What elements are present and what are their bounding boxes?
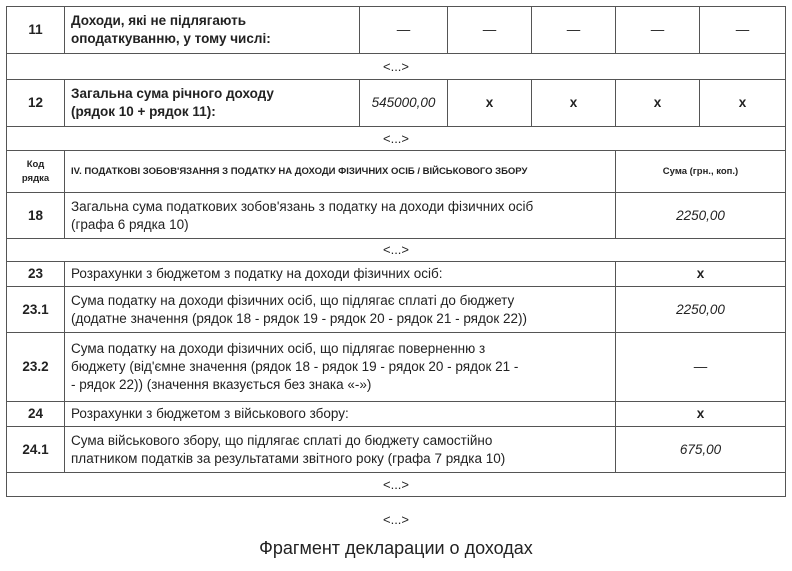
code-header-line: Код	[26, 158, 45, 170]
sum-cell: x	[616, 402, 786, 427]
value-cell: x	[448, 80, 532, 127]
row-text-line: Доходи, які не підлягають	[71, 13, 247, 28]
row-text	[65, 7, 360, 54]
row-text-line: - рядок 22)) (значення вказується без знака «-»)	[71, 377, 372, 392]
row-text-line: платником податків за результатами звітного року (графа 7 рядка 10)	[71, 450, 506, 466]
ellipsis-text: <...>	[7, 127, 786, 151]
value-cell: —	[448, 7, 532, 54]
row-text-line: бюджету (від'ємне значення (рядок 18 - рядок 19 - рядок 20 - рядок 21 -	[71, 359, 519, 374]
row-code: 18	[7, 193, 65, 239]
row-code: 23	[7, 262, 65, 287]
row-code: 12	[7, 80, 65, 127]
code-column-header	[7, 151, 65, 193]
ellipsis-text: <...>	[7, 473, 786, 497]
declaration-table	[6, 6, 786, 497]
table-row	[7, 7, 786, 54]
value-cell: —	[616, 7, 700, 54]
value-cell: x	[700, 80, 786, 127]
code-header-line: рядка	[21, 172, 50, 184]
table-row	[7, 333, 786, 402]
sum-cell: x	[616, 262, 786, 287]
ellipsis-text: <...>	[382, 512, 410, 527]
row-text	[65, 287, 616, 333]
row-text-line: (графа 6 рядка 10)	[71, 216, 189, 232]
sum-cell: 2250,00	[616, 287, 786, 333]
row-text-line: Сума податку на доходи фізичних осіб, що підлягає сплаті до бюджету	[71, 292, 515, 308]
value-cell: x	[532, 80, 616, 127]
row-text	[65, 427, 616, 473]
table-row	[7, 427, 786, 473]
sum-cell: 675,00	[616, 427, 786, 473]
ellipsis-text: <...>	[7, 54, 786, 80]
row-text-line: Загальна сума податкових зобов'язань з податку на доходи фізичних осіб	[71, 198, 534, 214]
ellipsis-row	[7, 54, 786, 80]
row-text-line: Сума військового збору, що підлягає сплаті до бюджету самостійно	[71, 432, 493, 448]
row-text-line: (додатне значення (рядок 18 - рядок 19 - рядок 20 - рядок 21 - рядок 22))	[71, 310, 528, 326]
row-code: 23.2	[7, 333, 65, 402]
value-cell: x	[616, 80, 700, 127]
row-text-line: оподаткуванню, у тому числі:	[71, 31, 271, 46]
table-row	[7, 287, 786, 333]
section-header-row	[7, 151, 786, 193]
row-code: 24	[7, 402, 65, 427]
ellipsis-row	[7, 127, 786, 151]
row-text-line: Загальна сума річного доходу	[71, 86, 274, 101]
row-text	[65, 80, 360, 127]
table-row	[7, 262, 786, 287]
sum-cell: 2250,00	[616, 193, 786, 239]
row-text-line: Сума податку на доходи фізичних осіб, що підлягає поверненню з	[71, 341, 486, 356]
value-cell: —	[360, 7, 448, 54]
sum-column-header: Сума (грн., коп.)	[616, 151, 786, 193]
row-text	[65, 193, 616, 239]
value-cell: 545000,00	[360, 80, 448, 127]
value-cell: —	[532, 7, 616, 54]
table-row	[7, 80, 786, 127]
row-text: Розрахунки з бюджетом з військового збору:	[65, 402, 616, 427]
section-title: IV. ПОДАТКОВІ ЗОБОВ'ЯЗАННЯ З ПОДАТКУ НА ДОХОДИ ФІЗИЧНИХ ОСІБ / ВІЙСЬКОВОГО ЗБОРУ	[65, 151, 616, 193]
row-text-line: (рядок 10 + рядок 11):	[71, 104, 216, 119]
ellipsis-text: <...>	[7, 239, 786, 262]
ellipsis-row	[7, 239, 786, 262]
value-cell: —	[700, 7, 786, 54]
table-row	[7, 193, 786, 239]
row-text: Розрахунки з бюджетом з податку на доходи фізичних осіб:	[65, 262, 616, 287]
ellipsis-row	[7, 473, 786, 497]
row-code: 11	[7, 7, 65, 54]
table-row	[7, 402, 786, 427]
row-text	[65, 333, 616, 402]
sum-cell: —	[616, 333, 786, 402]
row-code: 23.1	[7, 287, 65, 333]
row-code: 24.1	[7, 427, 65, 473]
figure-caption: Фрагмент декларации о доходах	[259, 538, 533, 558]
